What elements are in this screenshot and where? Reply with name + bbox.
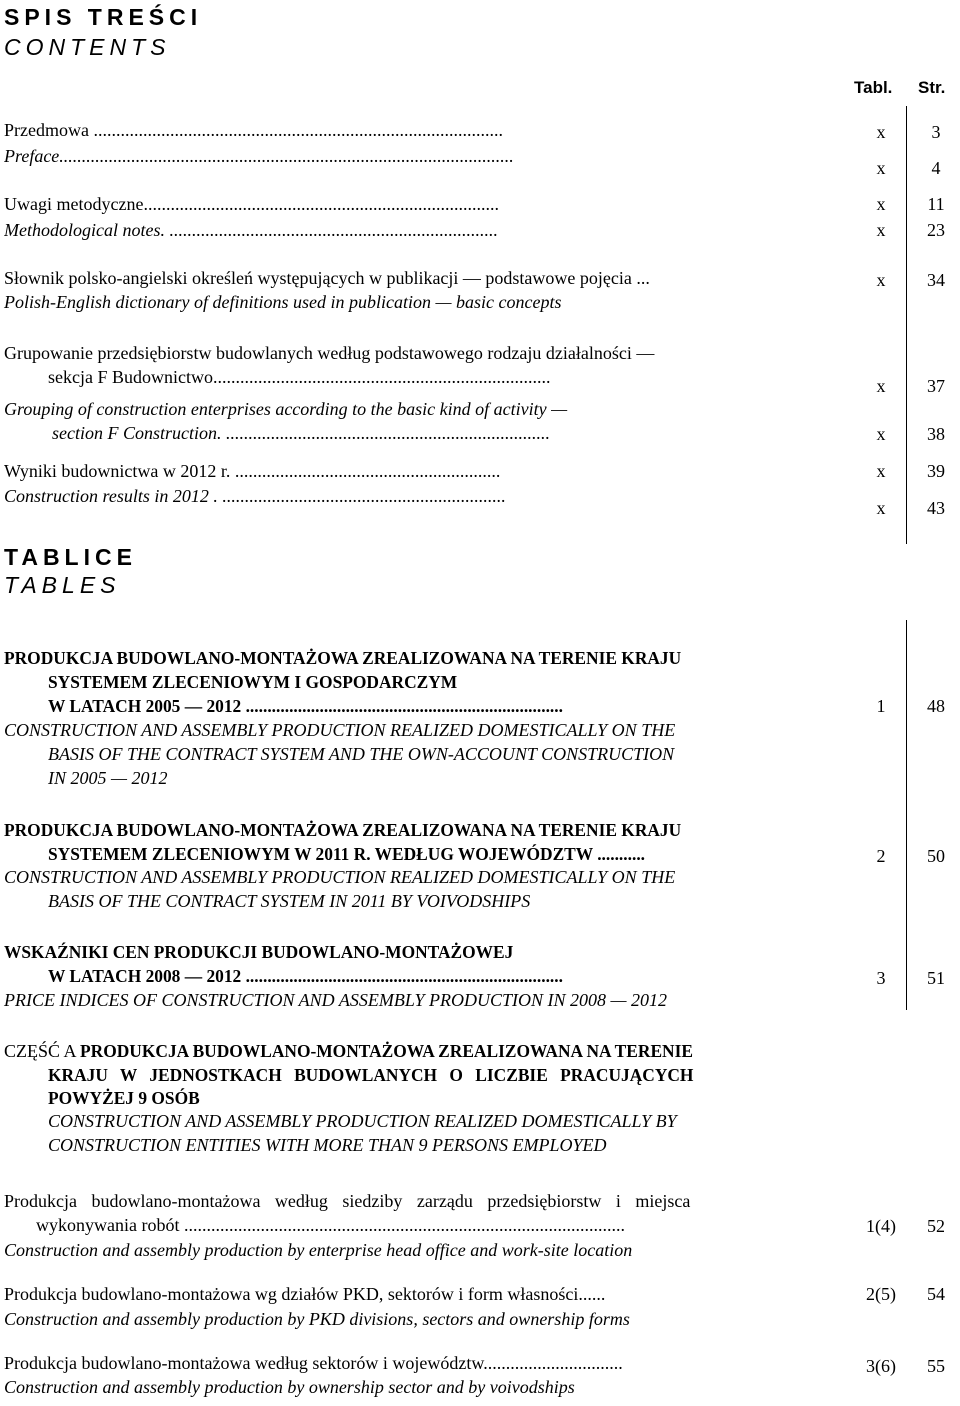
table-number: 1(4): [866, 1216, 896, 1236]
table-page: 50: [927, 846, 945, 866]
toc-entry-text[interactable]: Przedmowa ...........................................................................................: [4, 120, 503, 140]
page-title-en: CONTENTS: [4, 34, 171, 60]
toc-entry-page: 34: [927, 270, 945, 290]
toc-entry-page: 3: [931, 122, 941, 142]
column-divider: [906, 620, 907, 1010]
toc-entry-text[interactable]: Construction results in 2012 . ...............................................................: [4, 486, 506, 506]
toc-entry-text[interactable]: sekcja F Budownictwo...........................................................................: [48, 367, 551, 387]
table-title-pl[interactable]: WSKAŹNIKI CEN PRODUKCJI BUDOWLANO-MONTAŻOWEJ: [4, 942, 514, 962]
part-a-item-en[interactable]: Construction and assembly production by PKD divisions, sectors and ownership forms: [4, 1309, 630, 1329]
table-title-pl[interactable]: PRODUKCJA BUDOWLANO-MONTAŻOWA ZREALIZOWANA NA TERENIE KRAJU: [4, 820, 682, 840]
table-number: 3(6): [866, 1356, 896, 1376]
part-a-item-pl[interactable]: Produkcja budowlano-montażowa wg działów PKD, sektorów i form własności......: [4, 1284, 606, 1304]
tables-heading-en: TABLES: [4, 572, 121, 598]
toc-entry-tabl: x: [876, 461, 886, 481]
toc-entry-tabl: x: [876, 122, 886, 142]
page-title-pl: SPIS TREŚCI: [4, 4, 203, 30]
toc-entry-text[interactable]: Słownik polsko-angielski określeń występujących w publikacji — podstawowe pojęcia ...: [4, 268, 650, 288]
table-title-pl[interactable]: SYSTEMEM ZLECENIOWYM I GOSPODARCZYM: [48, 672, 458, 692]
part-a-item-pl[interactable]: wykonywania robót ..................................................................................................: [36, 1215, 625, 1235]
toc-entry-tabl: x: [876, 376, 886, 396]
table-title-pl[interactable]: W LATACH 2008 — 2012 .........................................................................: [48, 966, 563, 986]
toc-entry-tabl: x: [876, 194, 886, 214]
toc-entry-page: 38: [927, 424, 945, 444]
table-title-en[interactable]: BASIS OF THE CONTRACT SYSTEM IN 2011 BY VOIVODSHIPS: [48, 891, 531, 911]
part-a-item-en[interactable]: Construction and assembly production by enterprise head office and work-site location: [4, 1240, 633, 1260]
toc-entry-text[interactable]: Polish-English dictionary of definitions used in publication — basic concepts: [4, 292, 562, 312]
toc-entry-text[interactable]: section F Construction. ........................................................................: [52, 423, 550, 443]
table-title-pl[interactable]: PRODUKCJA BUDOWLANO-MONTAŻOWA ZREALIZOWANA NA TERENIE KRAJU: [4, 648, 682, 668]
column-header-str: Str.: [918, 78, 946, 97]
column-divider: [906, 106, 907, 544]
toc-entry-page: 11: [927, 194, 945, 214]
table-page: 48: [927, 696, 945, 716]
table-title-pl[interactable]: SYSTEMEM ZLECENIOWYM W 2011 R. WEDŁUG WOJEWÓDZTW ...........: [48, 844, 646, 864]
part-a-prefix: CZĘŚĆ A: [4, 1041, 76, 1061]
toc-entry-page: 37: [927, 376, 945, 396]
part-a-item-pl[interactable]: Produkcja budowlano-montażowa według siedziby zarządu przedsiębiorstw i miejsca: [4, 1191, 691, 1211]
toc-entry-page: 23: [927, 220, 945, 240]
table-title-en[interactable]: BASIS OF THE CONTRACT SYSTEM AND THE OWN-ACCOUNT CONSTRUCTION: [48, 744, 675, 764]
tables-heading-pl: TABLICE: [4, 544, 137, 570]
table-title-en[interactable]: CONSTRUCTION AND ASSEMBLY PRODUCTION REALIZED DOMESTICALLY ON THE: [4, 720, 676, 740]
table-title-en[interactable]: CONSTRUCTION AND ASSEMBLY PRODUCTION REALIZED DOMESTICALLY ON THE: [4, 867, 676, 887]
table-number: 2: [876, 846, 886, 866]
toc-entry-page: 4: [931, 158, 941, 178]
part-a-heading: [4, 1041, 693, 1061]
toc-entry-text[interactable]: Methodological notes. .........................................................................: [4, 220, 498, 240]
toc-entry-tabl: x: [876, 498, 886, 518]
part-a-title-pl: KRAJU W JEDNOSTKACH BUDOWLANYCH O LICZBIE PRACUJĄCYCH: [48, 1065, 694, 1085]
table-title-pl[interactable]: W LATACH 2005 — 2012 .........................................................................: [48, 696, 563, 716]
table-title-en[interactable]: IN 2005 — 2012: [48, 768, 168, 788]
table-page: 55: [927, 1356, 945, 1376]
table-number: 2(5): [866, 1284, 896, 1304]
toc-entry-text[interactable]: Wyniki budownictwa w 2012 r. ...........................................................: [4, 461, 501, 481]
toc-entry-page: 43: [927, 498, 945, 518]
table-page: 54: [927, 1284, 945, 1304]
toc-entry-tabl: x: [876, 220, 886, 240]
toc-entry-tabl: x: [876, 158, 886, 178]
table-page: 51: [927, 968, 945, 988]
toc-entry-text[interactable]: Preface.....................................................................................................: [4, 146, 514, 166]
part-a-title-en: CONSTRUCTION AND ASSEMBLY PRODUCTION REALIZED DOMESTICALLY BY: [48, 1111, 677, 1131]
toc-entry-text[interactable]: Grupowanie przedsiębiorstw budowlanych według podstawowego rodzaju działalności —: [4, 343, 655, 363]
toc-entry-tabl: x: [876, 424, 886, 444]
toc-entry-tabl: x: [876, 270, 886, 290]
part-a-title-pl: PRODUKCJA BUDOWLANO-MONTAŻOWA ZREALIZOWANA NA TERENIE: [80, 1041, 693, 1061]
part-a-item-pl[interactable]: Produkcja budowlano-montażowa według sektorów i województw...............................: [4, 1353, 623, 1373]
toc-entry-text[interactable]: Grouping of construction enterprises according to the basic kind of activity —: [4, 399, 568, 419]
part-a-title-en: CONSTRUCTION ENTITIES WITH MORE THAN 9 PERSONS EMPLOYED: [48, 1135, 607, 1155]
part-a-item-en[interactable]: Construction and assembly production by ownership sector and by voivodships: [4, 1377, 575, 1397]
column-header-tabl: Tabl.: [854, 78, 893, 97]
table-title-en[interactable]: PRICE INDICES OF CONSTRUCTION AND ASSEMBLY PRODUCTION IN 2008 — 2012: [4, 990, 668, 1010]
toc-entry-page: 39: [927, 461, 945, 481]
table-page: 52: [927, 1216, 945, 1236]
table-number: 1: [876, 696, 886, 716]
table-number: 3: [876, 968, 886, 988]
part-a-title-pl: POWYŻEJ 9 OSÓB: [48, 1088, 200, 1108]
toc-entry-text[interactable]: Uwagi metodyczne...............................................................................: [4, 194, 499, 214]
